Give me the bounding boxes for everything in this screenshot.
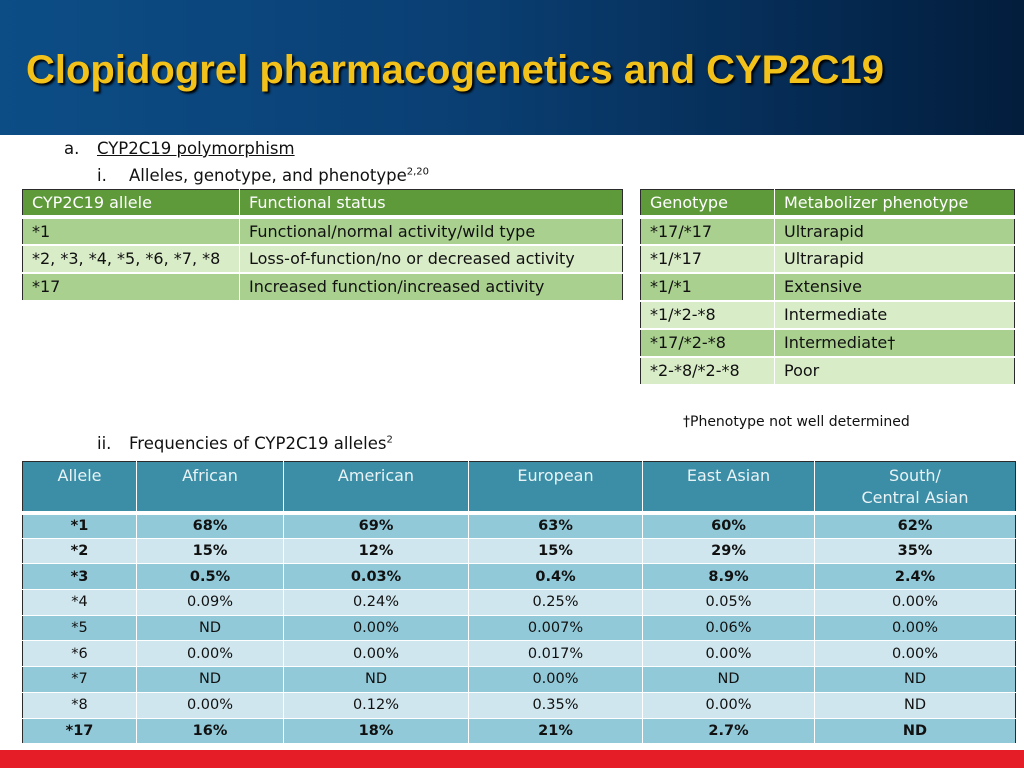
table-header-cell: Genotype bbox=[641, 190, 775, 217]
table-cell: 60% bbox=[643, 513, 815, 539]
table-cell: ND bbox=[643, 667, 815, 693]
table-cell: 0.25% bbox=[469, 590, 643, 616]
table-cell: Loss-of-function/no or decreased activity bbox=[240, 245, 623, 273]
table-row bbox=[641, 329, 1015, 357]
table-row bbox=[23, 641, 1016, 667]
allele-function-table bbox=[22, 189, 623, 302]
footer-accent-bar bbox=[0, 750, 1024, 768]
outline-item-a-number: a. bbox=[64, 139, 80, 158]
header-line: Central Asian bbox=[861, 488, 969, 507]
table-cell: Intermediate† bbox=[775, 329, 1015, 357]
table-row bbox=[641, 357, 1015, 385]
table-cell: 0.06% bbox=[643, 615, 815, 641]
table-cell: Ultrarapid bbox=[775, 245, 1015, 273]
table-cell: ND bbox=[815, 718, 1016, 744]
table-cell: 69% bbox=[284, 513, 469, 539]
table-cell: *17 bbox=[23, 273, 240, 301]
table-cell: 12% bbox=[284, 538, 469, 564]
table-row bbox=[23, 217, 623, 245]
table-row bbox=[23, 692, 1016, 718]
table-cell: 18% bbox=[284, 718, 469, 744]
table-row bbox=[23, 718, 1016, 744]
table-cell: 2.7% bbox=[643, 718, 815, 744]
table-cell: ND bbox=[815, 692, 1016, 718]
table-row bbox=[641, 273, 1015, 301]
table-header-cell: East Asian bbox=[643, 462, 815, 513]
outline-item-a-text: CYP2C19 polymorphism bbox=[97, 139, 295, 158]
table-cell: Extensive bbox=[775, 273, 1015, 301]
table-cell: 68% bbox=[137, 513, 284, 539]
genotype-phenotype-table bbox=[640, 189, 1015, 386]
outline-item-ii-number: ii. bbox=[97, 434, 112, 453]
table-cell: 0.5% bbox=[137, 564, 284, 590]
table-cell: *1/*1 bbox=[641, 273, 775, 301]
table-cell: 8.9% bbox=[643, 564, 815, 590]
table-cell: 15% bbox=[137, 538, 284, 564]
table-cell: Increased function/increased activity bbox=[240, 273, 623, 301]
table-cell: *17 bbox=[23, 718, 137, 744]
table-row bbox=[641, 217, 1015, 245]
table-row bbox=[641, 245, 1015, 273]
table-cell: *2, *3, *4, *5, *6, *7, *8 bbox=[23, 245, 240, 273]
table-cell: 0.007% bbox=[469, 615, 643, 641]
table-cell: *5 bbox=[23, 615, 137, 641]
table-row bbox=[23, 667, 1016, 693]
table-cell: 0.05% bbox=[643, 590, 815, 616]
table-row bbox=[23, 590, 1016, 616]
table-cell: Ultrarapid bbox=[775, 217, 1015, 245]
table-cell: 0.00% bbox=[469, 667, 643, 693]
phenotype-footnote: †Phenotype not well determined bbox=[683, 414, 910, 430]
table-cell: 0.09% bbox=[137, 590, 284, 616]
table-cell: *2 bbox=[23, 538, 137, 564]
table-cell: *1 bbox=[23, 513, 137, 539]
table-cell: ND bbox=[815, 667, 1016, 693]
table-header-cell: Functional status bbox=[240, 190, 623, 217]
table-cell: *1/*17 bbox=[641, 245, 775, 273]
table-cell: 0.12% bbox=[284, 692, 469, 718]
table-cell: 0.00% bbox=[137, 692, 284, 718]
outline-item-i-number: i. bbox=[97, 166, 107, 185]
table-cell: ND bbox=[137, 615, 284, 641]
outline-item-ii-citation: 2 bbox=[386, 434, 393, 446]
outline-item-i-text: Alleles, genotype, and phenotype bbox=[129, 166, 407, 185]
table-cell: *17/*2-*8 bbox=[641, 329, 775, 357]
table-cell: 63% bbox=[469, 513, 643, 539]
header-line: South/ bbox=[889, 466, 941, 485]
table-cell: ND bbox=[284, 667, 469, 693]
table-header-cell: European bbox=[469, 462, 643, 513]
table-header-cell: American bbox=[284, 462, 469, 513]
table-cell: *2-*8/*2-*8 bbox=[641, 357, 775, 385]
table-cell: 0.00% bbox=[815, 615, 1016, 641]
table-cell: 15% bbox=[469, 538, 643, 564]
table-cell: Functional/normal activity/wild type bbox=[240, 217, 623, 245]
table-header-cell: African bbox=[137, 462, 284, 513]
table-cell: *1 bbox=[23, 217, 240, 245]
table-cell: 0.00% bbox=[815, 590, 1016, 616]
table-cell: 35% bbox=[815, 538, 1016, 564]
table-row bbox=[23, 273, 623, 301]
table-header-cell: Metabolizer phenotype bbox=[775, 190, 1015, 217]
title-banner bbox=[0, 0, 1024, 135]
table-cell: 2.4% bbox=[815, 564, 1016, 590]
table-cell: 0.35% bbox=[469, 692, 643, 718]
table-cell: 0.00% bbox=[137, 641, 284, 667]
table-cell: *4 bbox=[23, 590, 137, 616]
table-row bbox=[23, 615, 1016, 641]
table-cell: *1/*2-*8 bbox=[641, 301, 775, 329]
table-cell: 0.00% bbox=[284, 641, 469, 667]
table-cell: *8 bbox=[23, 692, 137, 718]
table-cell: 0.00% bbox=[643, 641, 815, 667]
table-row bbox=[23, 245, 623, 273]
allele-frequency-table bbox=[22, 461, 1016, 744]
table-cell: 0.24% bbox=[284, 590, 469, 616]
table-cell: 29% bbox=[643, 538, 815, 564]
table-header-cell: CYP2C19 allele bbox=[23, 190, 240, 217]
table-cell: 0.00% bbox=[643, 692, 815, 718]
table-cell: *6 bbox=[23, 641, 137, 667]
table-header-cell bbox=[815, 462, 1016, 513]
table-cell: Poor bbox=[775, 357, 1015, 385]
table-cell: 62% bbox=[815, 513, 1016, 539]
table-cell: 0.4% bbox=[469, 564, 643, 590]
table-row bbox=[23, 538, 1016, 564]
outline-item-ii-text: Frequencies of CYP2C19 alleles bbox=[129, 434, 387, 453]
table-cell: 16% bbox=[137, 718, 284, 744]
table-header-cell: Allele bbox=[23, 462, 137, 513]
table-row bbox=[23, 513, 1016, 539]
table-cell: ND bbox=[137, 667, 284, 693]
table-cell: 0.03% bbox=[284, 564, 469, 590]
table-cell: 21% bbox=[469, 718, 643, 744]
table-cell: 0.00% bbox=[284, 615, 469, 641]
outline-item-i-citation: 2,20 bbox=[406, 166, 430, 178]
table-cell: *3 bbox=[23, 564, 137, 590]
table-row bbox=[641, 301, 1015, 329]
table-row bbox=[23, 564, 1016, 590]
slide-title: Clopidogrel pharmacogenetics and CYP2C19 bbox=[26, 48, 884, 92]
table-cell: *7 bbox=[23, 667, 137, 693]
table-cell: 0.017% bbox=[469, 641, 643, 667]
table-cell: Intermediate bbox=[775, 301, 1015, 329]
table-cell: *17/*17 bbox=[641, 217, 775, 245]
table-cell: 0.00% bbox=[815, 641, 1016, 667]
